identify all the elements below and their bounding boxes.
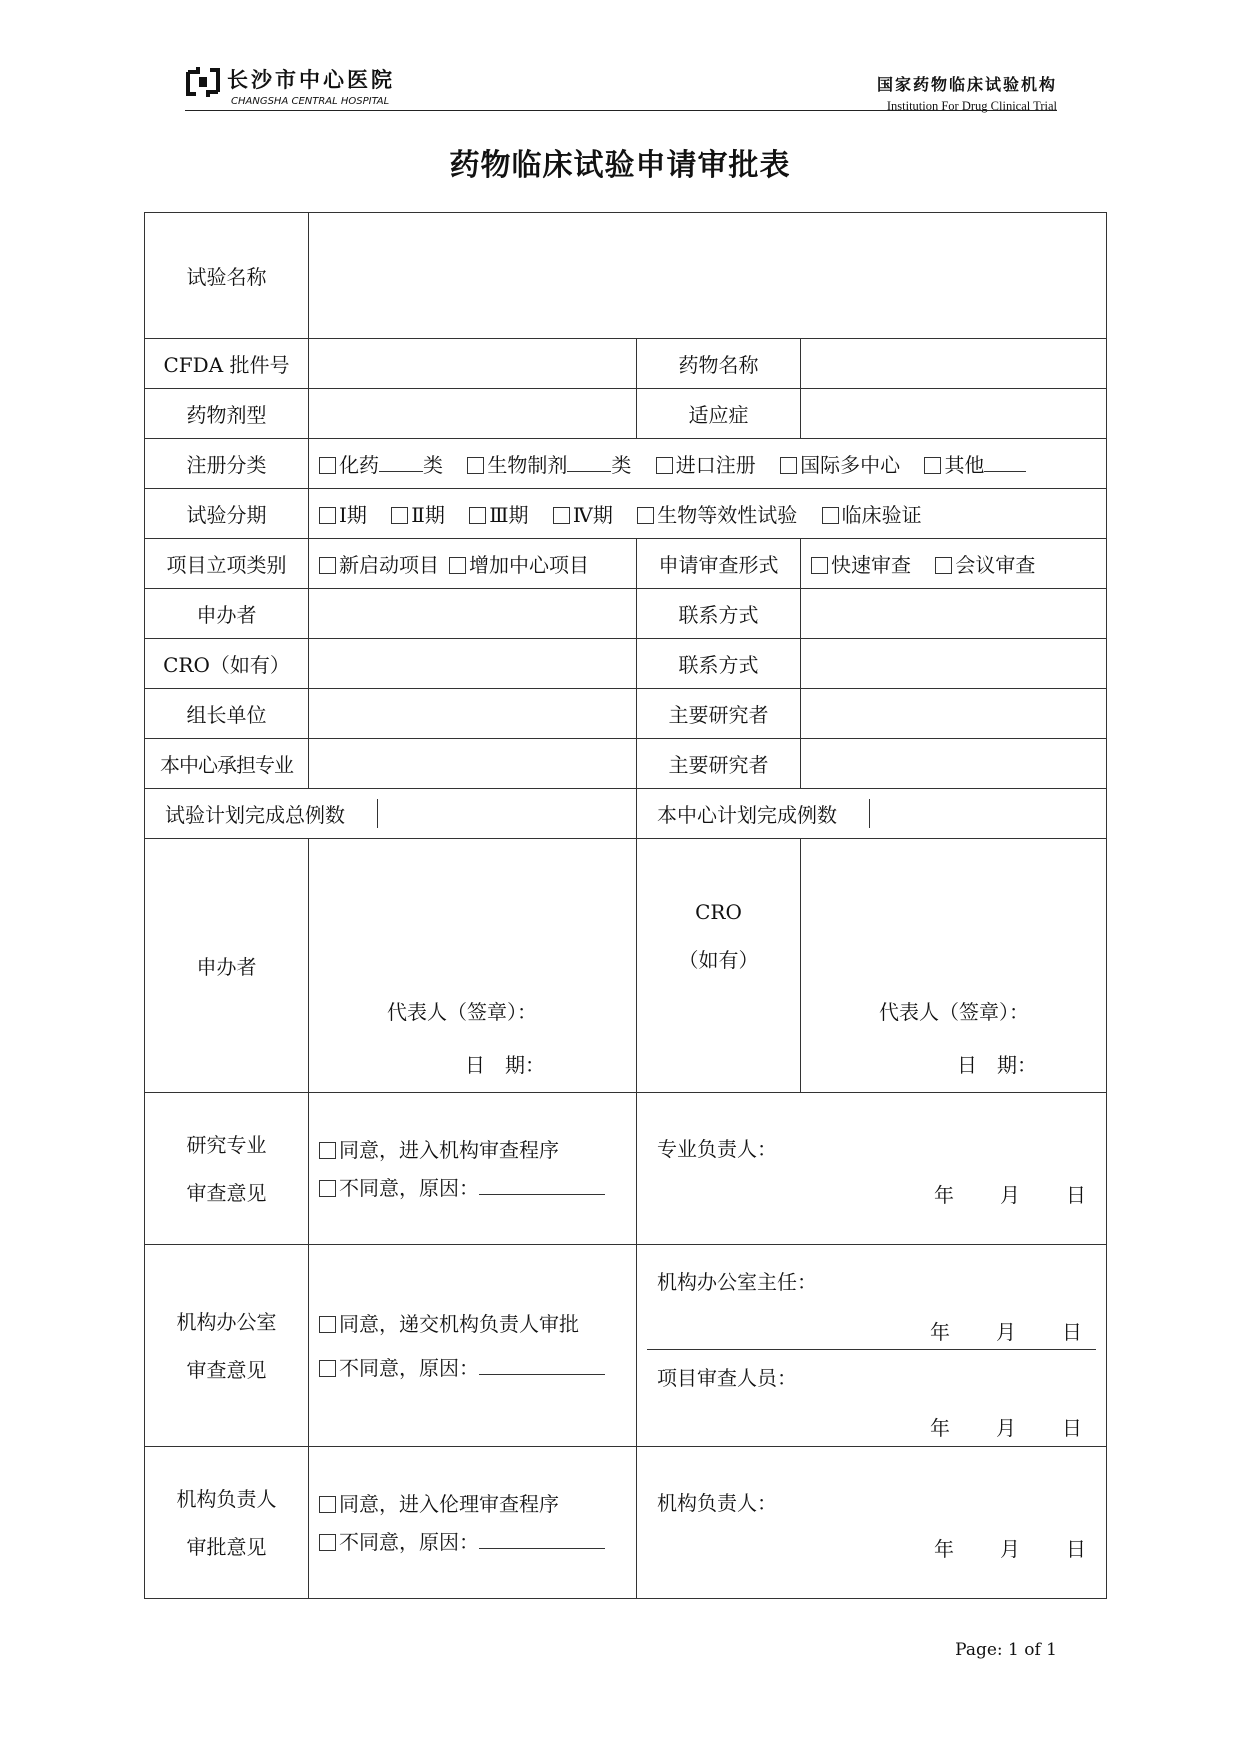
phase-label: 试验分期 bbox=[145, 489, 309, 539]
reg-bio-label: 生物制剂 bbox=[487, 453, 568, 477]
project-type-label: 项目立项类别 bbox=[145, 539, 309, 589]
checkbox[interactable] bbox=[319, 1360, 336, 1377]
page-number: Page: 1 of 1 bbox=[955, 1640, 1057, 1660]
reg-class-label: 类 bbox=[611, 453, 632, 477]
phase-option bbox=[319, 503, 367, 527]
registration-options bbox=[309, 439, 1107, 489]
trial-name-field[interactable] bbox=[309, 213, 1107, 339]
phase-options bbox=[309, 489, 1107, 539]
spec-review-label-2: 审查意见 bbox=[186, 1180, 267, 1205]
phase-3-label: Ⅲ期 bbox=[489, 503, 529, 527]
office-director-label: 机构办公室主任： bbox=[657, 1270, 817, 1294]
head-reason-blank[interactable] bbox=[479, 1548, 605, 1549]
spec-head-label: 专业负责人： bbox=[657, 1137, 777, 1161]
project-add-center-label: 增加中心项目 bbox=[469, 553, 589, 577]
day-label: 日 bbox=[1062, 1416, 1082, 1441]
cro-contact-label: 联系方式 bbox=[637, 639, 801, 689]
day-label: 日 bbox=[1066, 1537, 1086, 1561]
reg-bio-blank[interactable] bbox=[567, 471, 611, 472]
month-label: 月 bbox=[996, 1416, 1016, 1441]
center-pi-label: 主要研究者 bbox=[637, 739, 801, 789]
month-label: 月 bbox=[996, 1320, 1016, 1344]
spec-review-label-1: 研究专业 bbox=[186, 1132, 267, 1157]
dosage-form-label: 药物剂型 bbox=[145, 389, 309, 439]
spec-review-label bbox=[145, 1093, 309, 1245]
month-label: 月 bbox=[1000, 1537, 1020, 1561]
spec-agree-option bbox=[319, 1131, 626, 1169]
dosage-form-field[interactable] bbox=[309, 389, 637, 439]
drug-name-field[interactable] bbox=[801, 339, 1107, 389]
checkbox[interactable] bbox=[924, 457, 941, 474]
office-review-label-1: 机构办公室 bbox=[176, 1309, 277, 1334]
hospital-name-cn: 长沙市中心医院 bbox=[227, 67, 395, 92]
review-fast-label: 快速审查 bbox=[831, 553, 911, 577]
checkbox[interactable] bbox=[935, 557, 952, 574]
form-title: 药物临床试验申请审批表 bbox=[449, 148, 791, 183]
inst-head-date[interactable] bbox=[647, 1533, 1096, 1572]
checkbox[interactable] bbox=[553, 507, 570, 524]
reg-import-label: 进口注册 bbox=[675, 453, 756, 477]
project-type-options bbox=[309, 539, 637, 589]
cro-signature-area[interactable] bbox=[801, 839, 1107, 1093]
leader-unit-label: 组长单位 bbox=[145, 689, 309, 739]
phase-option bbox=[469, 503, 528, 527]
day-label: 日 bbox=[1066, 1183, 1086, 1207]
review-meeting-label: 会议审查 bbox=[955, 553, 1036, 577]
center-cases-row bbox=[637, 789, 1107, 839]
reg-chem-blank[interactable] bbox=[379, 471, 423, 472]
indication-label: 适应症 bbox=[637, 389, 801, 439]
sponsor-label: 申办者 bbox=[145, 589, 309, 639]
project-new-label: 新启动项目 bbox=[339, 553, 439, 577]
sponsor-field[interactable] bbox=[309, 589, 637, 639]
leader-pi-label: 主要研究者 bbox=[637, 689, 801, 739]
spec-review-options bbox=[309, 1093, 637, 1245]
spec-agree-label: 同意，进入机构审查程序 bbox=[339, 1137, 559, 1162]
review-form-label: 申请审查形式 bbox=[637, 539, 801, 589]
checkbox[interactable] bbox=[467, 457, 484, 474]
head-review-label-2: 审批意见 bbox=[186, 1534, 267, 1559]
reg-class-label: 类 bbox=[423, 453, 443, 477]
drug-name-label: 药物名称 bbox=[637, 339, 801, 389]
center-specialty-label: 本中心承担专业 bbox=[145, 739, 309, 789]
review-form-option bbox=[935, 553, 1035, 577]
checkbox[interactable] bbox=[319, 1142, 336, 1159]
sign-cro-label bbox=[637, 839, 801, 1093]
application-form bbox=[144, 212, 1107, 1599]
reg-other-blank[interactable] bbox=[984, 471, 1026, 472]
cro-representative-label: 代表人（签章）： bbox=[879, 1000, 1029, 1024]
institution-name-en: Institution For Drug Clinical Trial bbox=[886, 99, 1057, 113]
phase-option bbox=[391, 503, 445, 527]
head-disagree-option bbox=[319, 1523, 626, 1561]
sponsor-representative-label: 代表人（签章）： bbox=[387, 1000, 537, 1024]
head-review-options bbox=[309, 1447, 637, 1599]
checkbox[interactable] bbox=[822, 507, 839, 524]
office-reason-blank[interactable] bbox=[479, 1374, 605, 1375]
institution-name bbox=[877, 72, 1057, 114]
checkbox[interactable] bbox=[319, 1180, 336, 1197]
head-review-label-1: 机构负责人 bbox=[176, 1486, 277, 1511]
institution-name-cn: 国家药物临床试验机构 bbox=[876, 75, 1057, 94]
checkbox[interactable] bbox=[319, 457, 336, 474]
head-review-label bbox=[145, 1447, 309, 1599]
sponsor-signature-area[interactable] bbox=[309, 839, 637, 1093]
project-type-option bbox=[449, 553, 589, 577]
phase-4-label: Ⅳ期 bbox=[572, 503, 613, 527]
head-agree-label: 同意，进入伦理审查程序 bbox=[339, 1491, 559, 1516]
spec-reason-blank[interactable] bbox=[479, 1194, 605, 1195]
reg-intl-label: 国际多中心 bbox=[800, 453, 901, 477]
month-label: 月 bbox=[1000, 1183, 1020, 1207]
reg-option-other bbox=[924, 453, 1026, 477]
leader-pi-field[interactable] bbox=[801, 689, 1107, 739]
checkbox[interactable] bbox=[780, 457, 797, 474]
office-disagree-option bbox=[319, 1346, 626, 1390]
center-pi-field[interactable] bbox=[801, 739, 1107, 789]
checkbox[interactable] bbox=[319, 557, 336, 574]
phase-option bbox=[553, 503, 613, 527]
phase-1-label: Ⅰ期 bbox=[339, 503, 367, 527]
checkbox[interactable] bbox=[319, 1534, 336, 1551]
year-label: 年 bbox=[934, 1537, 954, 1561]
reg-other-label: 其他 bbox=[944, 453, 985, 477]
head-disagree-label: 不同意，原因： bbox=[339, 1529, 479, 1554]
phase-be-label: 生物等效性试验 bbox=[657, 503, 798, 527]
office-review-options bbox=[309, 1245, 637, 1447]
spec-sign-area bbox=[637, 1093, 1107, 1245]
sponsor-contact-field[interactable] bbox=[801, 589, 1107, 639]
checkbox[interactable] bbox=[319, 1496, 336, 1513]
reg-chem-label: 化药 bbox=[339, 453, 379, 477]
checkbox[interactable] bbox=[469, 507, 486, 524]
reg-option-bio bbox=[467, 453, 631, 477]
trial-name-label: 试验名称 bbox=[145, 213, 309, 339]
spec-disagree-label: 不同意，原因： bbox=[339, 1175, 479, 1200]
center-specialty-field[interactable] bbox=[309, 739, 637, 789]
cro-date-label: 日 期： bbox=[957, 1053, 1037, 1077]
office-review-label-2: 审查意见 bbox=[186, 1357, 267, 1382]
center-cases-label: 本中心计划完成例数 bbox=[657, 803, 837, 827]
checkbox[interactable] bbox=[391, 507, 408, 524]
office-sign-area bbox=[637, 1245, 1107, 1447]
registration-label: 注册分类 bbox=[145, 439, 309, 489]
head-sign-area bbox=[637, 1447, 1107, 1599]
phase-2-label: Ⅱ期 bbox=[411, 503, 445, 527]
review-form-option bbox=[811, 553, 911, 577]
cro-field[interactable] bbox=[309, 639, 637, 689]
cfda-label: CFDA 批件号 bbox=[145, 339, 309, 389]
sign-cro-note: （如有） bbox=[678, 947, 759, 972]
phase-validation-label: 临床验证 bbox=[841, 503, 922, 527]
header-rule bbox=[185, 110, 1057, 111]
center-cases-field[interactable] bbox=[869, 799, 1096, 828]
reg-option-import bbox=[656, 453, 756, 477]
checkbox[interactable] bbox=[449, 557, 466, 574]
checkbox[interactable] bbox=[811, 557, 828, 574]
leader-unit-field[interactable] bbox=[309, 689, 637, 739]
sponsor-contact-label: 联系方式 bbox=[637, 589, 801, 639]
day-label: 日 bbox=[1062, 1320, 1082, 1344]
hospital-name-en: CHANGSHA CENTRAL HOSPITAL bbox=[231, 96, 390, 107]
total-cases-field[interactable] bbox=[377, 799, 626, 828]
project-reviewer-label: 项目审查人员： bbox=[657, 1366, 797, 1391]
head-agree-option bbox=[319, 1485, 626, 1523]
checkbox[interactable] bbox=[319, 1316, 336, 1333]
cro-contact-field[interactable] bbox=[801, 639, 1107, 689]
total-cases-row bbox=[145, 789, 637, 839]
inst-head-label: 机构负责人： bbox=[657, 1491, 777, 1515]
project-reviewer-date[interactable] bbox=[647, 1412, 1096, 1441]
office-review-label bbox=[145, 1245, 309, 1447]
project-type-option bbox=[319, 553, 439, 577]
spec-date[interactable] bbox=[647, 1179, 1096, 1218]
phase-option bbox=[822, 503, 922, 527]
review-form-options bbox=[801, 539, 1107, 589]
reg-option-chem bbox=[319, 453, 443, 477]
cro-label: CRO（如有） bbox=[145, 639, 309, 689]
office-agree-option bbox=[319, 1302, 626, 1346]
phase-option bbox=[637, 503, 797, 527]
year-label: 年 bbox=[934, 1183, 954, 1207]
hospital-logo-icon bbox=[185, 64, 221, 100]
year-label: 年 bbox=[930, 1416, 950, 1441]
checkbox[interactable] bbox=[319, 507, 336, 524]
office-director-date[interactable] bbox=[647, 1316, 1096, 1345]
office-director-block bbox=[647, 1250, 1096, 1350]
sign-sponsor-label: 申办者 bbox=[145, 839, 309, 1093]
office-agree-label: 同意，递交机构负责人审批 bbox=[339, 1311, 579, 1336]
checkbox[interactable] bbox=[656, 457, 673, 474]
office-disagree-label: 不同意，原因： bbox=[339, 1355, 479, 1380]
total-cases-label: 试验计划完成总例数 bbox=[165, 803, 345, 827]
sign-cro-text: CRO bbox=[695, 899, 742, 924]
sponsor-date-label: 日 期： bbox=[465, 1053, 545, 1077]
cfda-field[interactable] bbox=[309, 339, 637, 389]
project-reviewer-block bbox=[647, 1350, 1096, 1442]
reg-option-intl bbox=[780, 453, 900, 477]
year-label: 年 bbox=[930, 1320, 950, 1344]
indication-field[interactable] bbox=[801, 389, 1107, 439]
spec-disagree-option bbox=[319, 1169, 626, 1207]
checkbox[interactable] bbox=[637, 507, 654, 524]
